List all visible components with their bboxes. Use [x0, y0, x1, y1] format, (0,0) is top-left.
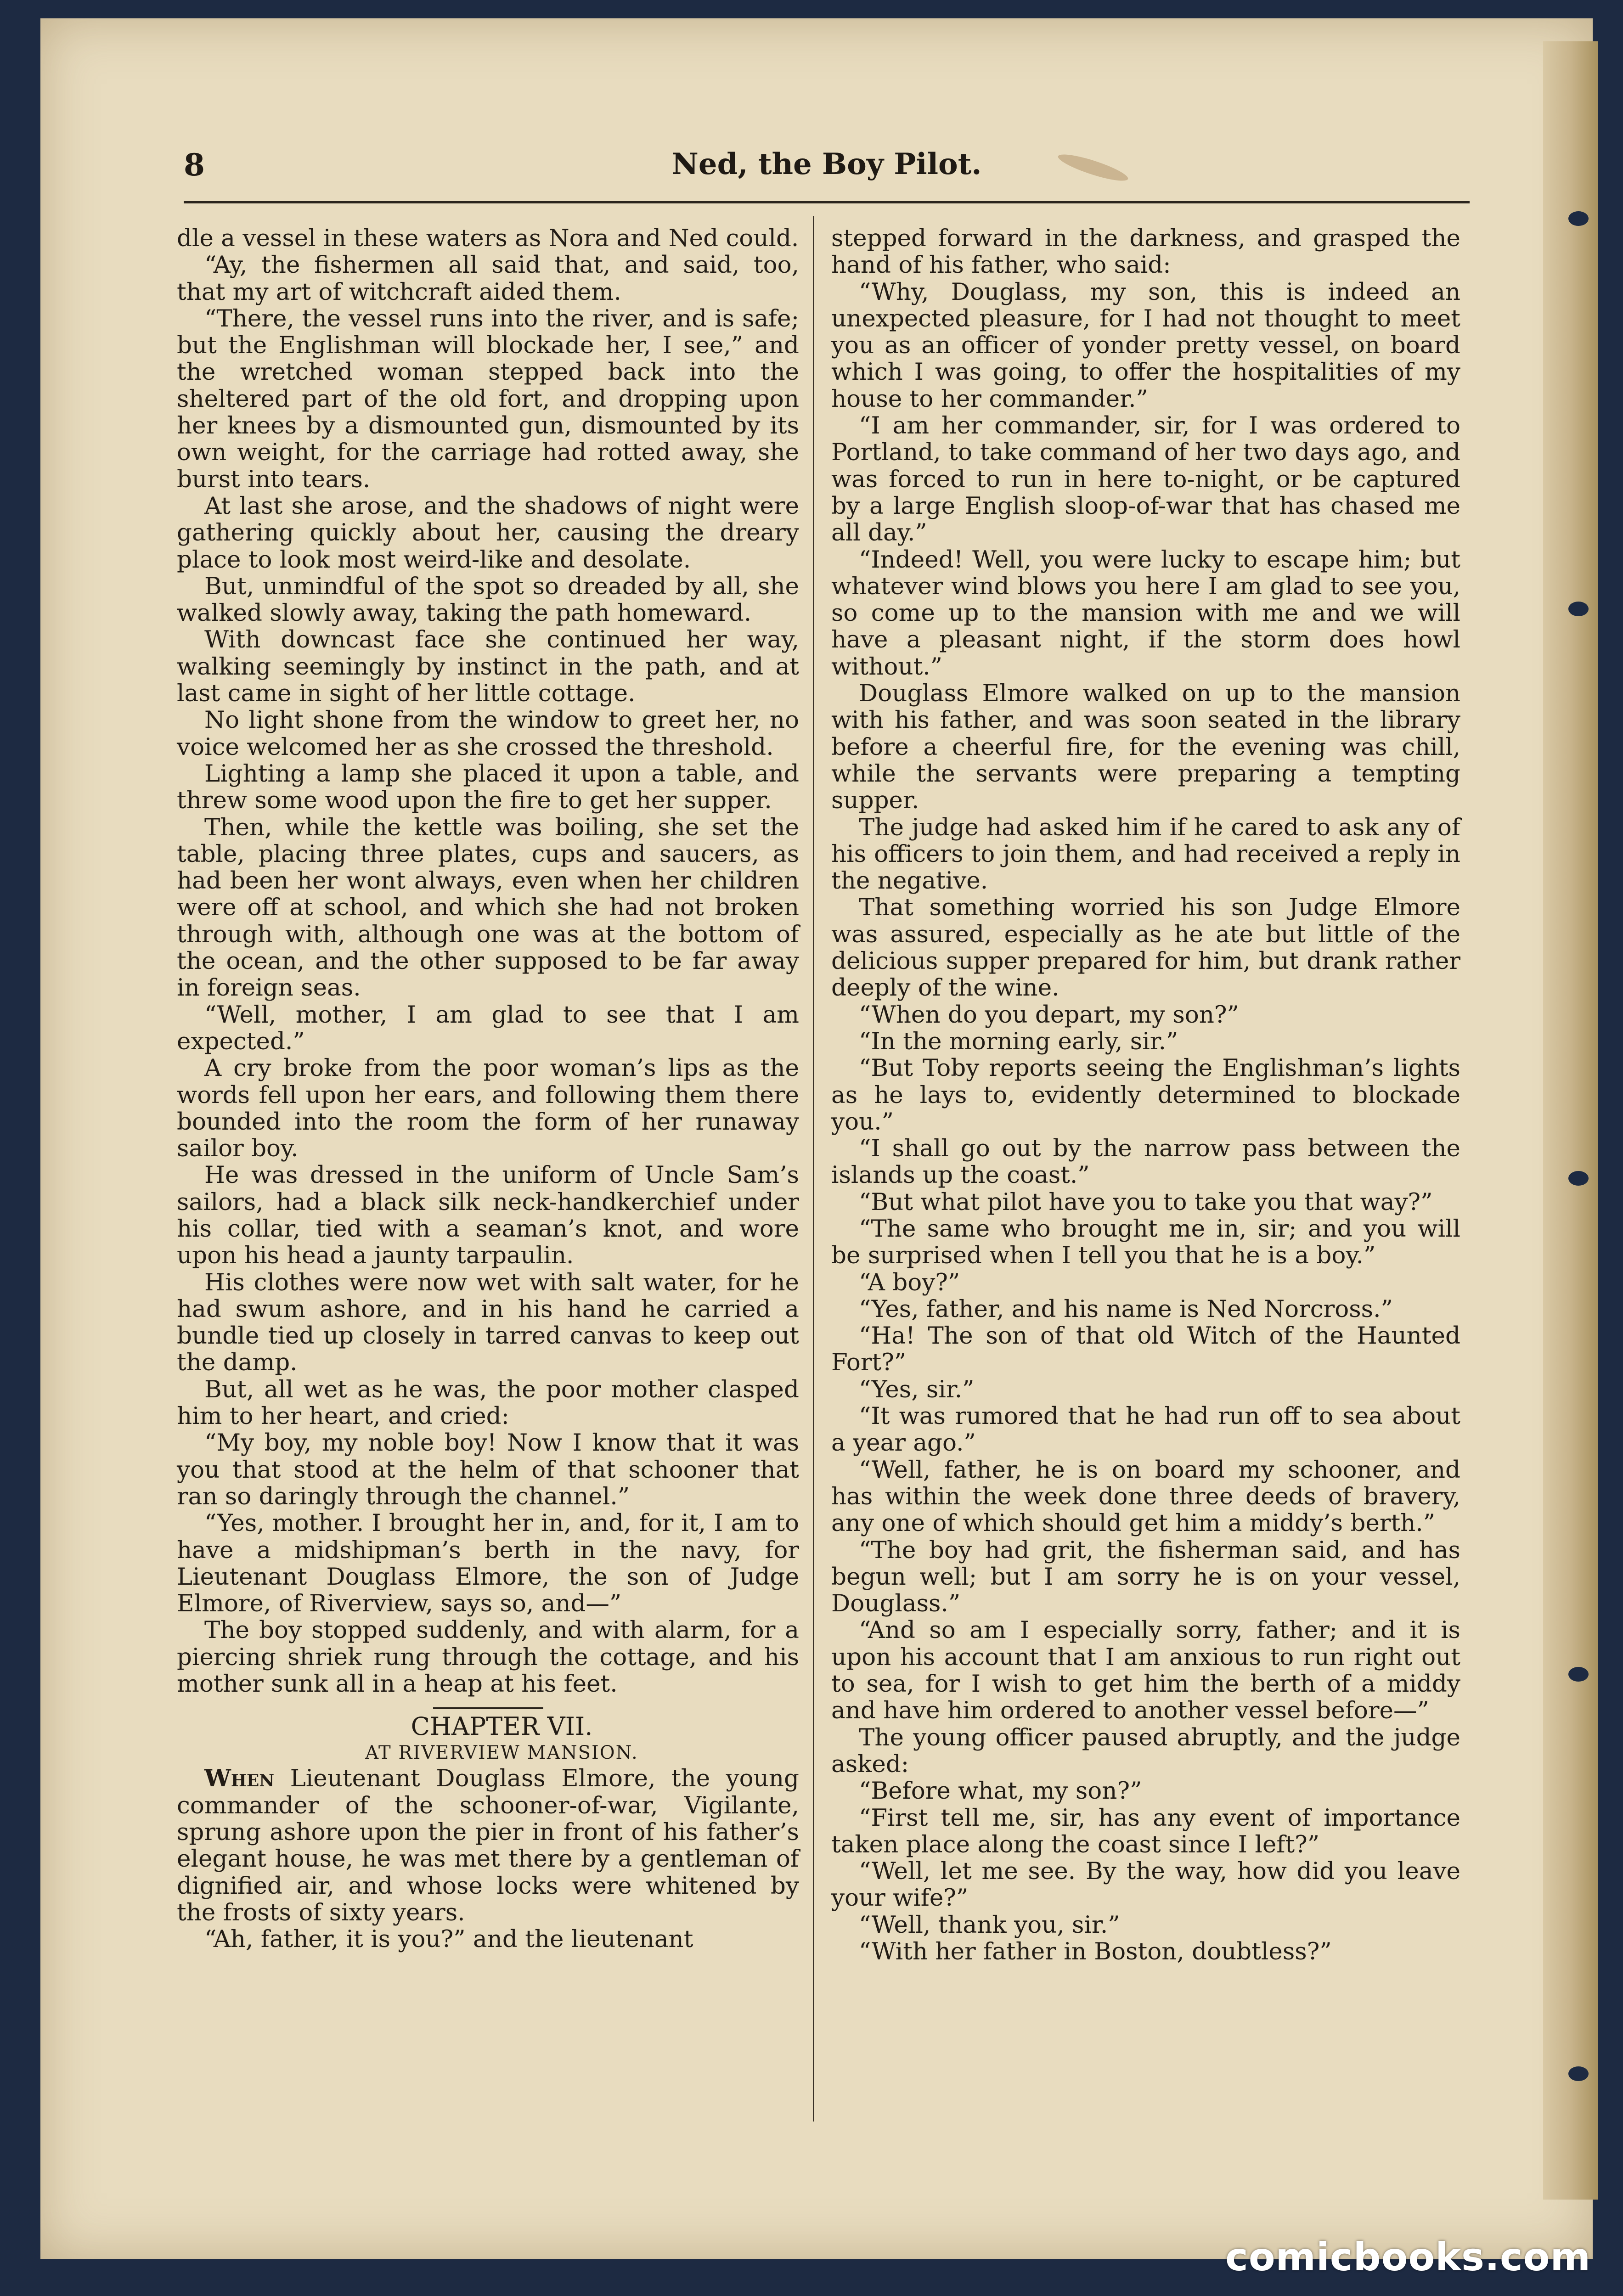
paragraph: “Ha! The son of that old Witch of the Haunted Fort?” — [831, 1322, 1460, 1377]
header-rule — [184, 201, 1470, 203]
paragraph: dle a vessel in these waters as Nora and Ned could. — [177, 225, 799, 252]
binding-staple — [1568, 211, 1589, 226]
paragraph: The young officer paused abruptly, and the judge asked: — [831, 1723, 1460, 1778]
chapter-rule — [433, 1707, 543, 1709]
page-gutter — [1543, 41, 1598, 2200]
binding-staple — [1568, 1171, 1589, 1186]
page-header — [184, 142, 1470, 197]
left-column — [177, 225, 799, 1953]
paragraph: With downcast face she continued her way, walking seemingly by instinct in the path, and at last came in sight of her little cottage. — [177, 626, 799, 708]
paragraph: “Yes, father, and his name is Ned Norcross.” — [859, 1295, 1393, 1323]
paragraph: No light shone from the window to greet her, no voice welcomed her as she crossed the threshold. — [177, 706, 799, 761]
paragraph: “Yes, sir.” — [859, 1375, 975, 1403]
paragraph: “Before what, my son?” — [859, 1777, 1142, 1805]
paragraph: Then, while the kettle was boiling, she set the table, placing three plates, cups and saucers, as had been her wont always, even when her children were off at school, and which she had not broken through with, although one was at the bottom of the ocean, and the other supposed to be far away in foreign seas. — [177, 813, 799, 1002]
binding-staple — [1568, 1667, 1589, 1682]
paragraph: “I am her commander, sir, for I was ordered to Portland, to take command of her two days ago, and was forced to run in here to-night, or be captured by a large English sloop-of-war that has chased me all day.” — [831, 412, 1460, 547]
paragraph: But, all wet as he was, the poor mother clasped him to her heart, and cried: — [177, 1375, 799, 1430]
paragraph: “The same who brought me in, sir; and you will be surprised when I tell you that he is a boy.” — [831, 1215, 1460, 1270]
paragraph: “And so am I especially sorry, father; and it is upon his account that I am anxious to run right out to sea, for I wish to get him the berth of a middy and have him ordered to another vessel before—” — [831, 1616, 1460, 1725]
paragraph: stepped forward in the darkness, and grasped the hand of his father, who said: — [831, 225, 1460, 279]
chapter-subtitle: AT RIVERVIEW MANSION. — [365, 1742, 638, 1764]
paragraph: “First tell me, sir, has any event of importance taken place along the coast since I left?” — [831, 1804, 1460, 1858]
paragraph: “A boy?” — [859, 1268, 960, 1296]
chapter-opening-paragraph — [177, 1765, 799, 1926]
paragraph: “Well, mother, I am glad to see that I am expected.” — [177, 1001, 799, 1055]
paragraph: “Well, let me see. By the way, how did you leave your wife?” — [831, 1857, 1460, 1912]
paragraph: “There, the vessel runs into the river, and is safe; but the Englishman will blockade her, I see,” and the wretched woman stepped back into the sheltered part of the old fort, and dropping upon her knees by a dismounted gun, dismounted by its own weight, for the carriage had rotted away, she burst into tears. — [177, 304, 799, 493]
paragraph: “The boy had grit, the fisherman said, and has begun well; but I am sorry he is on your vessel, Douglass.” — [831, 1536, 1460, 1618]
paragraph: “I shall go out by the narrow pass between the islands up the coast.” — [831, 1135, 1460, 1189]
running-title: Ned, the Boy Pilot. — [671, 147, 982, 181]
paragraph: “Well, thank you, sir.” — [859, 1911, 1120, 1939]
paragraph: “With her father in Boston, doubtless?” — [859, 1938, 1332, 1965]
paragraph: At last she arose, and the shadows of night were gathering quickly about her, causing the dreary place to look most weird-like and desolate. — [177, 492, 799, 574]
paragraph: “Yes, mother. I brought her in, and, for it, I am to have a midshipman’s berth in the navy, for Lieutenant Douglass Elmore, the son of Judge Elmore, of Riverview, says so, and—” — [177, 1509, 799, 1618]
right-column — [831, 225, 1460, 1965]
paragraph: He was dressed in the uniform of Uncle Sam’s sailors, had a black silk neck-handkerchief under his collar, tied with a seaman’s knot, and wore upon his head a jaunty tarpaulin. — [177, 1161, 799, 1270]
paragraph: Lighting a lamp she placed it upon a table, and threw some wood upon the fire to get her supper. — [177, 760, 799, 815]
paragraph: That something worried his son Judge Elmore was assured, especially as he ate but little of the delicious supper prepared for him, but drank rather deeply of the wine. — [831, 894, 1460, 1002]
column-divider — [813, 216, 814, 2122]
paragraph: “In the morning early, sir.” — [859, 1027, 1178, 1055]
paragraph: “Indeed! Well, you were lucky to escape him; but whatever wind blows you here I am glad to see you, so come up to the mansion with me and we will have a pleasant night, if the storm does howl without.” — [831, 546, 1460, 681]
paragraph: “But what pilot have you to take you that way?” — [859, 1188, 1433, 1216]
chapter-opening-text: Lieutenant Douglass Elmore, the young commander of the schooner-of-war, Vigilante, sprung ashore upon the pier in front of his father’s elegant house, he was met there by a gentleman of dignified air, and whose locks were whitened by the frosts of sixty years. — [177, 1765, 799, 1926]
paragraph: “Ah, father, it is you?” and the lieutenant — [204, 1925, 693, 1953]
page-number: 8 — [184, 147, 205, 183]
paragraph: “Why, Douglass, my son, this is indeed an unexpected pleasure, for I had not thought to meet you as an officer of yonder pretty vessel, on board which I was going, to offer the hospitalities of my house to her commander.” — [831, 278, 1460, 413]
paragraph: “Well, father, he is on board my schooner, and has within the week done three deeds of bravery, any one of which should get him a middy’s berth.” — [831, 1456, 1460, 1537]
paragraph: “Ay, the fishermen all said that, and said, too, that my art of witchcraft aided them. — [177, 251, 799, 306]
site-watermark: comicbooks.com — [1225, 2234, 1591, 2279]
paragraph: The boy stopped suddenly, and with alarm, for a piercing shriek rung through the cottage, and his mother sunk all in a heap at his feet. — [177, 1616, 799, 1698]
paragraph: A cry broke from the poor woman’s lips as the words fell upon her ears, and following them there bounded into the room the form of her runaway sailor boy. — [177, 1054, 799, 1163]
paragraph: But, unmindful of the spot so dreaded by all, she walked slowly away, taking the path homeward. — [177, 572, 799, 627]
paragraph: “My boy, my noble boy! Now I know that it was you that stood at the helm of that schooner that ran so daringly through the channel.” — [177, 1429, 799, 1510]
chapter-title: CHAPTER VII. — [411, 1712, 593, 1741]
chapter-lead-word: When — [204, 1765, 275, 1793]
paragraph: The judge had asked him if he cared to ask any of his officers to join them, and had received a reply in the negative. — [831, 813, 1460, 895]
paragraph: “But Toby reports seeing the Englishman’s lights as he lays to, evidently determined to blockade you.” — [831, 1054, 1460, 1136]
paragraph: Douglass Elmore walked on up to the mansion with his father, and was soon seated in the library before a cheerful fire, for the evening was chill, while the servants were preparing a tempting supper. — [831, 680, 1460, 815]
binding-staple — [1568, 602, 1589, 616]
paragraph: “When do you depart, my son?” — [859, 1001, 1239, 1029]
paragraph: “It was rumored that he had run off to sea about a year ago.” — [831, 1402, 1460, 1457]
binding-staple — [1568, 2066, 1589, 2081]
paragraph: His clothes were now wet with salt water, for he had swum ashore, and in his hand he carried a bundle tied up closely in tarred canvas to keep out the damp. — [177, 1268, 799, 1377]
